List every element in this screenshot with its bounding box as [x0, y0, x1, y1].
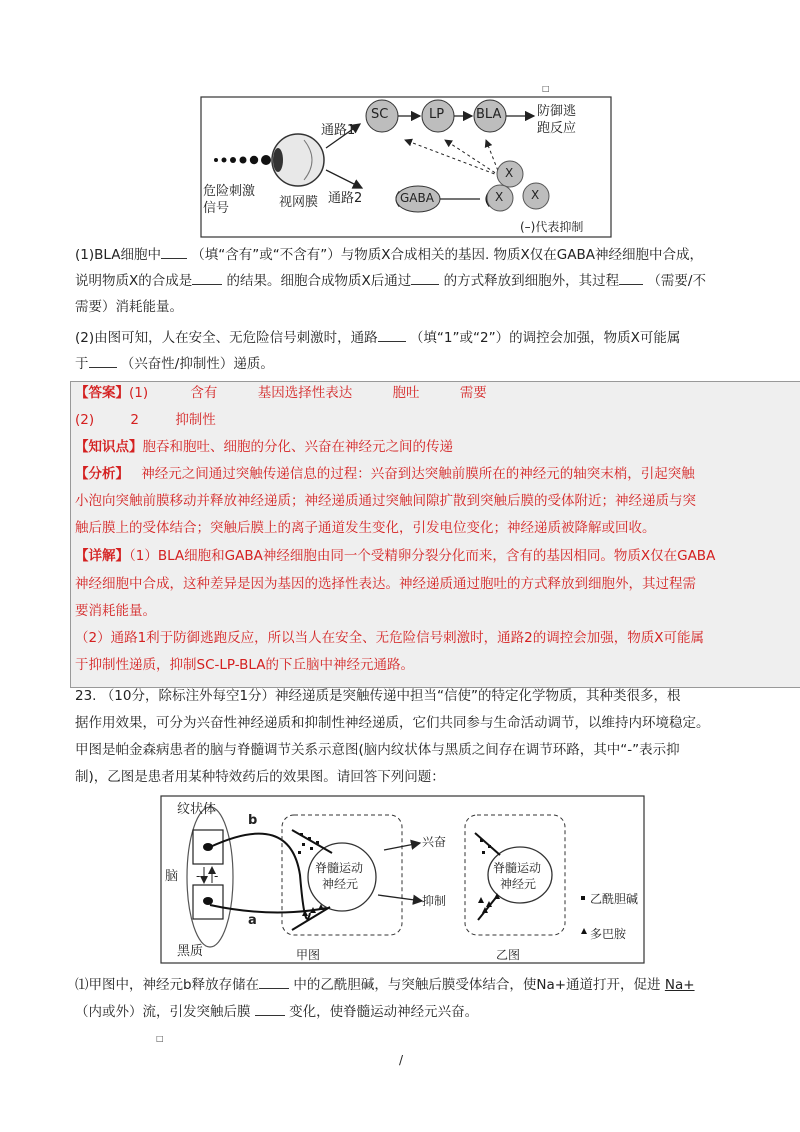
- q23-line-2: 据作用效果，可分为兴奋性神经递质和抑制性神经递质，它们共同参与生命活动调节，以维持内环境稳定。: [75, 715, 710, 731]
- q1-line-3: 需要）消耗能量。: [75, 299, 183, 315]
- q23-sub1-text-a: ⑴甲图中，神经元b释放存储在: [75, 977, 260, 993]
- q23-line-3: 甲图是帕金森病患者的脑与脊髓调节关系示意图(脑内纹状体与黑质之间存在调节环路，其中“-”表示抑: [75, 742, 680, 758]
- answer-row-1: [75, 383, 487, 403]
- answer-row-2: [75, 410, 216, 430]
- cord-label-jia-1: 脊髓运动: [315, 861, 364, 875]
- q23-sub1-text-e: 变化，使脊髓运动神经元兴奋。: [289, 1004, 479, 1020]
- node-sc: SC: [371, 107, 389, 122]
- detail-line-3: 要消耗能量。: [75, 603, 156, 619]
- excite-label: 兴奋: [422, 835, 447, 849]
- answer-2-b: 抑制性: [175, 412, 216, 428]
- inhibit-label: 抑制: [422, 894, 447, 908]
- answer-1-num: (1): [129, 385, 149, 401]
- q1-text-1a: (1)BLA细胞中: [75, 247, 161, 263]
- analysis-line-3: 触后膜上的受体结合；突触后膜上的离子通道发生变化，引发电位变化；神经递质被降解或回收。: [75, 520, 656, 536]
- node-x-3: X: [531, 188, 540, 202]
- node-x-2: X: [495, 190, 504, 204]
- answer-1-a: 含有: [190, 385, 218, 401]
- detail-text-1: （1）BLA细胞和GABA神经细胞由同一个受精卵分裂分化而来，含有的基因相同。物质X仅在GABA: [129, 548, 716, 564]
- q1-text-2a: 说明物质X的合成是: [75, 273, 193, 289]
- legend-ach: 乙酰胆碱: [590, 892, 639, 906]
- knowledge-text: 胞吞和胞吐、细胞的分化、兴奋在神经元之间的传递: [142, 439, 453, 455]
- q23-sub1-text-b: 中的乙酰胆碱，与突触后膜受体结合，使Na+通道打开，促进: [293, 977, 661, 993]
- q1-text-1b: （填“含有”或“不含有”）与物质X合成相关的基因. 物质X仅在GABA神经细胞中合成，: [191, 247, 703, 263]
- marker-square-2: □: [156, 1034, 164, 1043]
- q23-line-4: 制)，乙图是患者用某种特效药后的效果图。请回答下列问题：: [75, 769, 445, 785]
- inhibit-legend: (–)代表抑制: [520, 220, 584, 234]
- danger-label-2: 信号: [203, 201, 230, 216]
- q23-line-1: 23. （10分，除标注外每空1分）神经递质是突触传递中担当“信使”的特定化学物质，其种类很多，根: [75, 688, 681, 704]
- analysis-line-1: [75, 464, 695, 484]
- defense-label-2: 跑反应: [537, 121, 577, 136]
- figure-jia-caption: 甲图: [296, 948, 321, 962]
- retina-label: 视网膜: [279, 195, 319, 210]
- q23-sub1-blank-2: [255, 1001, 285, 1016]
- danger-label-1: 危险刺激: [203, 184, 256, 199]
- answer-2-a: 2: [130, 412, 140, 428]
- neuron-b-label: b: [248, 813, 258, 828]
- node-x-1: X: [505, 166, 514, 180]
- figure-1-pathway: [200, 96, 612, 238]
- analysis-line-2: 小泡向突触前膜移动并释放神经递质；神经递质通过突触间隙扩散到突触后膜的受体附近；神经递质与突: [75, 493, 696, 509]
- q1-blank-1: [161, 244, 187, 259]
- q1-line-2: [75, 270, 706, 291]
- detail-line-5: 于抑制性递质，抑制SC-LP-BLA的下丘脑中神经元通路。: [75, 657, 414, 673]
- substantia-label: 黑质: [177, 944, 204, 959]
- node-bla: BLA: [476, 107, 502, 122]
- neuron-a-label: a: [248, 913, 257, 928]
- page-footer: /: [399, 1053, 404, 1067]
- knowledge-tag: 【知识点】: [75, 439, 143, 455]
- path-1-label: 通路1: [321, 123, 356, 138]
- marker-square: □: [542, 84, 550, 93]
- legend-dopamine: 多巴胺: [590, 927, 627, 941]
- striatum-label: 纹状体: [177, 802, 217, 817]
- q2-line-2: [75, 353, 274, 374]
- q1-text-2c: 的方式释放到细胞外，其过程: [443, 273, 620, 289]
- retina-eye: [272, 134, 324, 186]
- detail-line-1: [75, 546, 715, 566]
- q23-sub1-line-2: [75, 1001, 478, 1022]
- q23-sub1-text-c: Na+: [664, 977, 695, 993]
- minus-sign-1: -: [196, 869, 201, 883]
- cord-label-yi-2: 神经元: [500, 877, 537, 891]
- q2-blank-2: [89, 353, 117, 368]
- answer-1-b: 基因选择性表达: [257, 385, 353, 401]
- q23-sub1-text-d: （内或外）流，引发突触后膜: [75, 1004, 251, 1020]
- q2-text-2a: 于: [75, 356, 89, 372]
- q1-blank-3: [411, 270, 439, 285]
- q1-blank-4: [619, 270, 643, 285]
- cord-label-jia-2: 神经元: [322, 877, 359, 891]
- figure-2-brain-spinal: [160, 795, 645, 965]
- answer-2-num: (2): [75, 412, 95, 428]
- brain-label: 脑: [165, 869, 179, 884]
- q2-blank-1: [378, 327, 406, 342]
- q1-text-2b: 的结果。细胞合成物质X后通过: [226, 273, 412, 289]
- q2-text-1b: （填“1”或“2”）的调控会加强，物质X可能属: [409, 330, 681, 346]
- node-gaba: GABA: [400, 191, 434, 205]
- figure-2-svg: [160, 795, 645, 965]
- knowledge-point: [75, 437, 453, 457]
- q23-sub1-line-1: [75, 974, 695, 995]
- detail-line-4: （2）通路1利于防御逃跑反应，所以当人在安全、无危险信号刺激时，通路2的调控会加强，物质X可能属: [75, 630, 705, 646]
- answer-tag: 【答案】: [75, 385, 129, 401]
- detail-line-2: 神经细胞中合成，这种差异是因为基因的选择性表达。神经递质通过胞吐的方式释放到细胞外，其过程需: [75, 576, 696, 592]
- path-2-label: 通路2: [328, 191, 363, 206]
- q1-line-1: [75, 244, 703, 265]
- cord-label-yi-1: 脊髓运动: [493, 861, 542, 875]
- q2-text-2b: （兴奋性/抑制性）递质。: [120, 356, 274, 372]
- analysis-text-1: 神经元之间通过突触传递信息的过程：兴奋到达突触前膜所在的神经元的轴突末梢，引起突触: [141, 466, 695, 482]
- q23-sub1-blank-1: [259, 974, 289, 989]
- answer-1-c: 胞吐: [392, 385, 420, 401]
- q2-line-1: [75, 327, 680, 348]
- node-lp: LP: [429, 107, 445, 122]
- detail-tag: 【详解】: [75, 548, 129, 564]
- defense-label-1: 防御逃: [537, 104, 577, 119]
- minus-sign-2: -: [214, 869, 219, 883]
- analysis-tag: 【分析】: [75, 466, 129, 482]
- answer-1-d: 需要: [459, 385, 487, 401]
- figure-yi-caption: 乙图: [496, 948, 521, 962]
- q1-blank-2: [192, 270, 222, 285]
- q1-text-2d: （需要/不: [647, 273, 706, 289]
- q2-text-1a: (2)由图可知，人在安全、无危险信号刺激时，通路: [75, 330, 378, 346]
